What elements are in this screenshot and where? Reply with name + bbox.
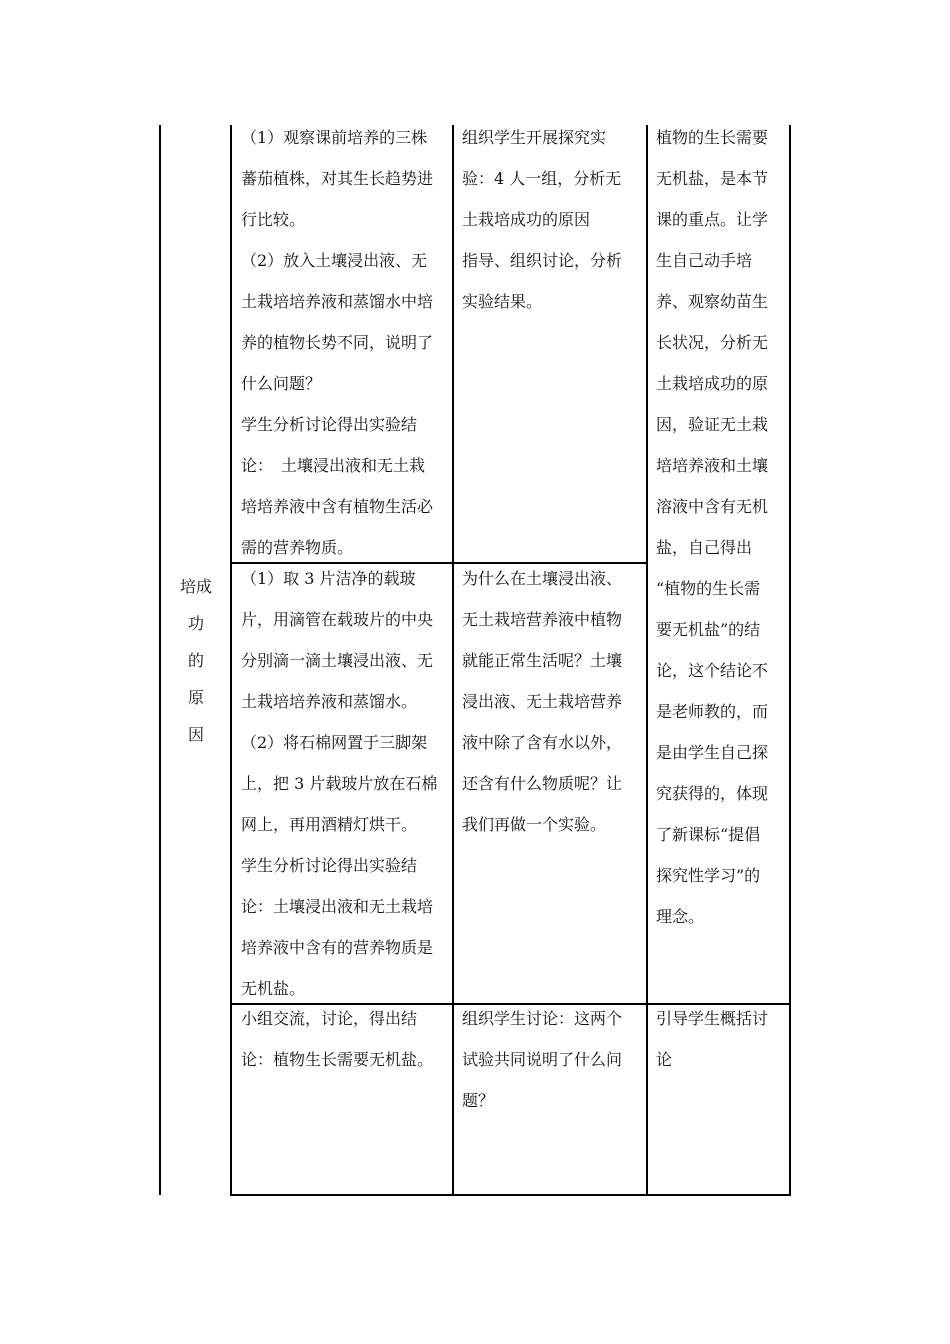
stage-label-line: 因 [187,725,204,744]
text-line: 实验结果。 [462,292,543,311]
text-line: （1）取 3 片洁净的载玻 [241,569,416,588]
text-line: 养的植物长势不同，说明了 [241,333,434,352]
text-line: 课的重点。让学 [656,210,769,229]
row3-teacher-activity [462,998,634,1121]
text-line: （1）观察课前培养的三株 [241,128,428,147]
row3-student-activity [241,998,443,1080]
text-line: 指导、组织讨论，分析 [462,251,623,270]
text-line: 土栽培培养液和蒸馏水中培 [241,292,434,311]
text-line: 试验共同说明了什么问 [462,1050,623,1069]
text-line: 盐，自己得出 [656,538,753,557]
text-line: 学生分析讨论得出实验结 [241,415,418,434]
design-intent [656,117,780,937]
text-line: 土栽培培养液和蒸馏水。 [241,692,418,711]
text-line: 土栽培成功的原因 [462,210,591,229]
text-line: 无机盐。 [241,979,306,998]
table-right-border [789,125,791,1196]
text-line: 我们再做一个实验。 [462,815,607,834]
text-line: 组织学生开展探究实 [462,128,607,147]
row2-student-activity [241,558,443,1009]
row1-student-activity [241,117,443,568]
text-line: 引导学生概括讨 [656,1009,769,1028]
text-line: 小组交流，讨论，得出结 [241,1009,418,1028]
stage-label-line: 培成 [179,577,212,596]
text-line: 蕃茄植株，对其生长趋势进 [241,169,434,188]
row2-teacher-activity [462,558,634,845]
text-line: 需的营养物质。 [241,538,354,557]
text-line: 植物的生长需要 [656,128,769,147]
text-line: 分别滴一滴土壤浸出液、无 [241,651,434,670]
text-line: 论： 土壤浸出液和无土栽 [241,456,426,475]
text-line: 论 [656,1050,673,1069]
text-line: “植物的生长需 [656,579,761,598]
column-divider-3 [646,125,648,1196]
text-line: （2）将石棉网置于三脚架 [241,733,428,752]
stage-label-line: 功 [187,614,204,633]
text-line: 培培养液中含有植物生活必 [241,497,434,516]
text-line: 培培养液和土壤 [656,456,769,475]
text-line: 长状况，分析无 [656,333,769,352]
text-line: 养、观察幼苗生 [656,292,769,311]
table-left-border [159,125,161,1195]
text-line: 了新课标“提倡 [656,825,761,844]
text-line: 为什么在土壤浸出液、 [462,569,623,588]
text-line: 片，用滴管在载玻片的中央 [241,610,434,629]
row3-design-intent [656,998,780,1080]
text-line: 网上，再用酒精灯烘干。 [241,815,418,834]
text-line: 探究性学习”的 [656,866,761,885]
text-line: 组织学生讨论：这两个 [462,1009,623,1028]
stage-label-line: 的 [187,651,204,670]
text-line: 是由学生自己探 [656,743,769,762]
text-line: 要无机盐”的结 [656,620,761,639]
text-line: 溶液中含有无机 [656,497,769,516]
text-line: 液中除了含有水以外， [462,733,623,752]
text-line: 就能正常生活呢？土壤 [462,651,623,670]
text-line: 上，把 3 片载玻片放在石棉 [241,774,438,793]
text-line: 因，验证无土栽 [656,415,769,434]
text-line: 无机盐，是本节 [656,169,769,188]
text-line: 行比较。 [241,210,306,229]
text-line: 生自己动手培 [656,251,753,270]
table-bottom-border [230,1194,791,1196]
column-divider-2 [452,125,454,1196]
text-line: 论：土壤浸出液和无土栽培 [241,897,434,916]
text-line: 学生分析讨论得出实验结 [241,856,418,875]
text-line: 什么问题？ [241,374,322,393]
text-line: 土栽培成功的原 [656,374,769,393]
text-line: 论：植物生长需要无机盐。 [241,1050,434,1069]
text-line: 无土栽培营养液中植物 [462,610,623,629]
text-line: 题？ [462,1091,495,1110]
row1-teacher-activity [462,117,634,322]
text-line: 浸出液、无土栽培营养 [462,692,623,711]
stage-label [170,568,222,753]
text-line: 是老师教的，而 [656,702,769,721]
text-line: 验：4 人一组，分析无 [462,169,622,188]
column-divider-1 [230,125,232,1196]
text-line: 究获得的，体现 [656,784,769,803]
text-line: 培养液中含有的营养物质是 [241,938,434,957]
text-line: （2）放入土壤浸出液、无 [241,251,428,270]
stage-label-line: 原 [187,688,204,707]
text-line: 理念。 [656,907,705,926]
text-line: 论，这个结论不 [656,661,769,680]
text-line: 还含有什么物质呢？让 [462,774,623,793]
